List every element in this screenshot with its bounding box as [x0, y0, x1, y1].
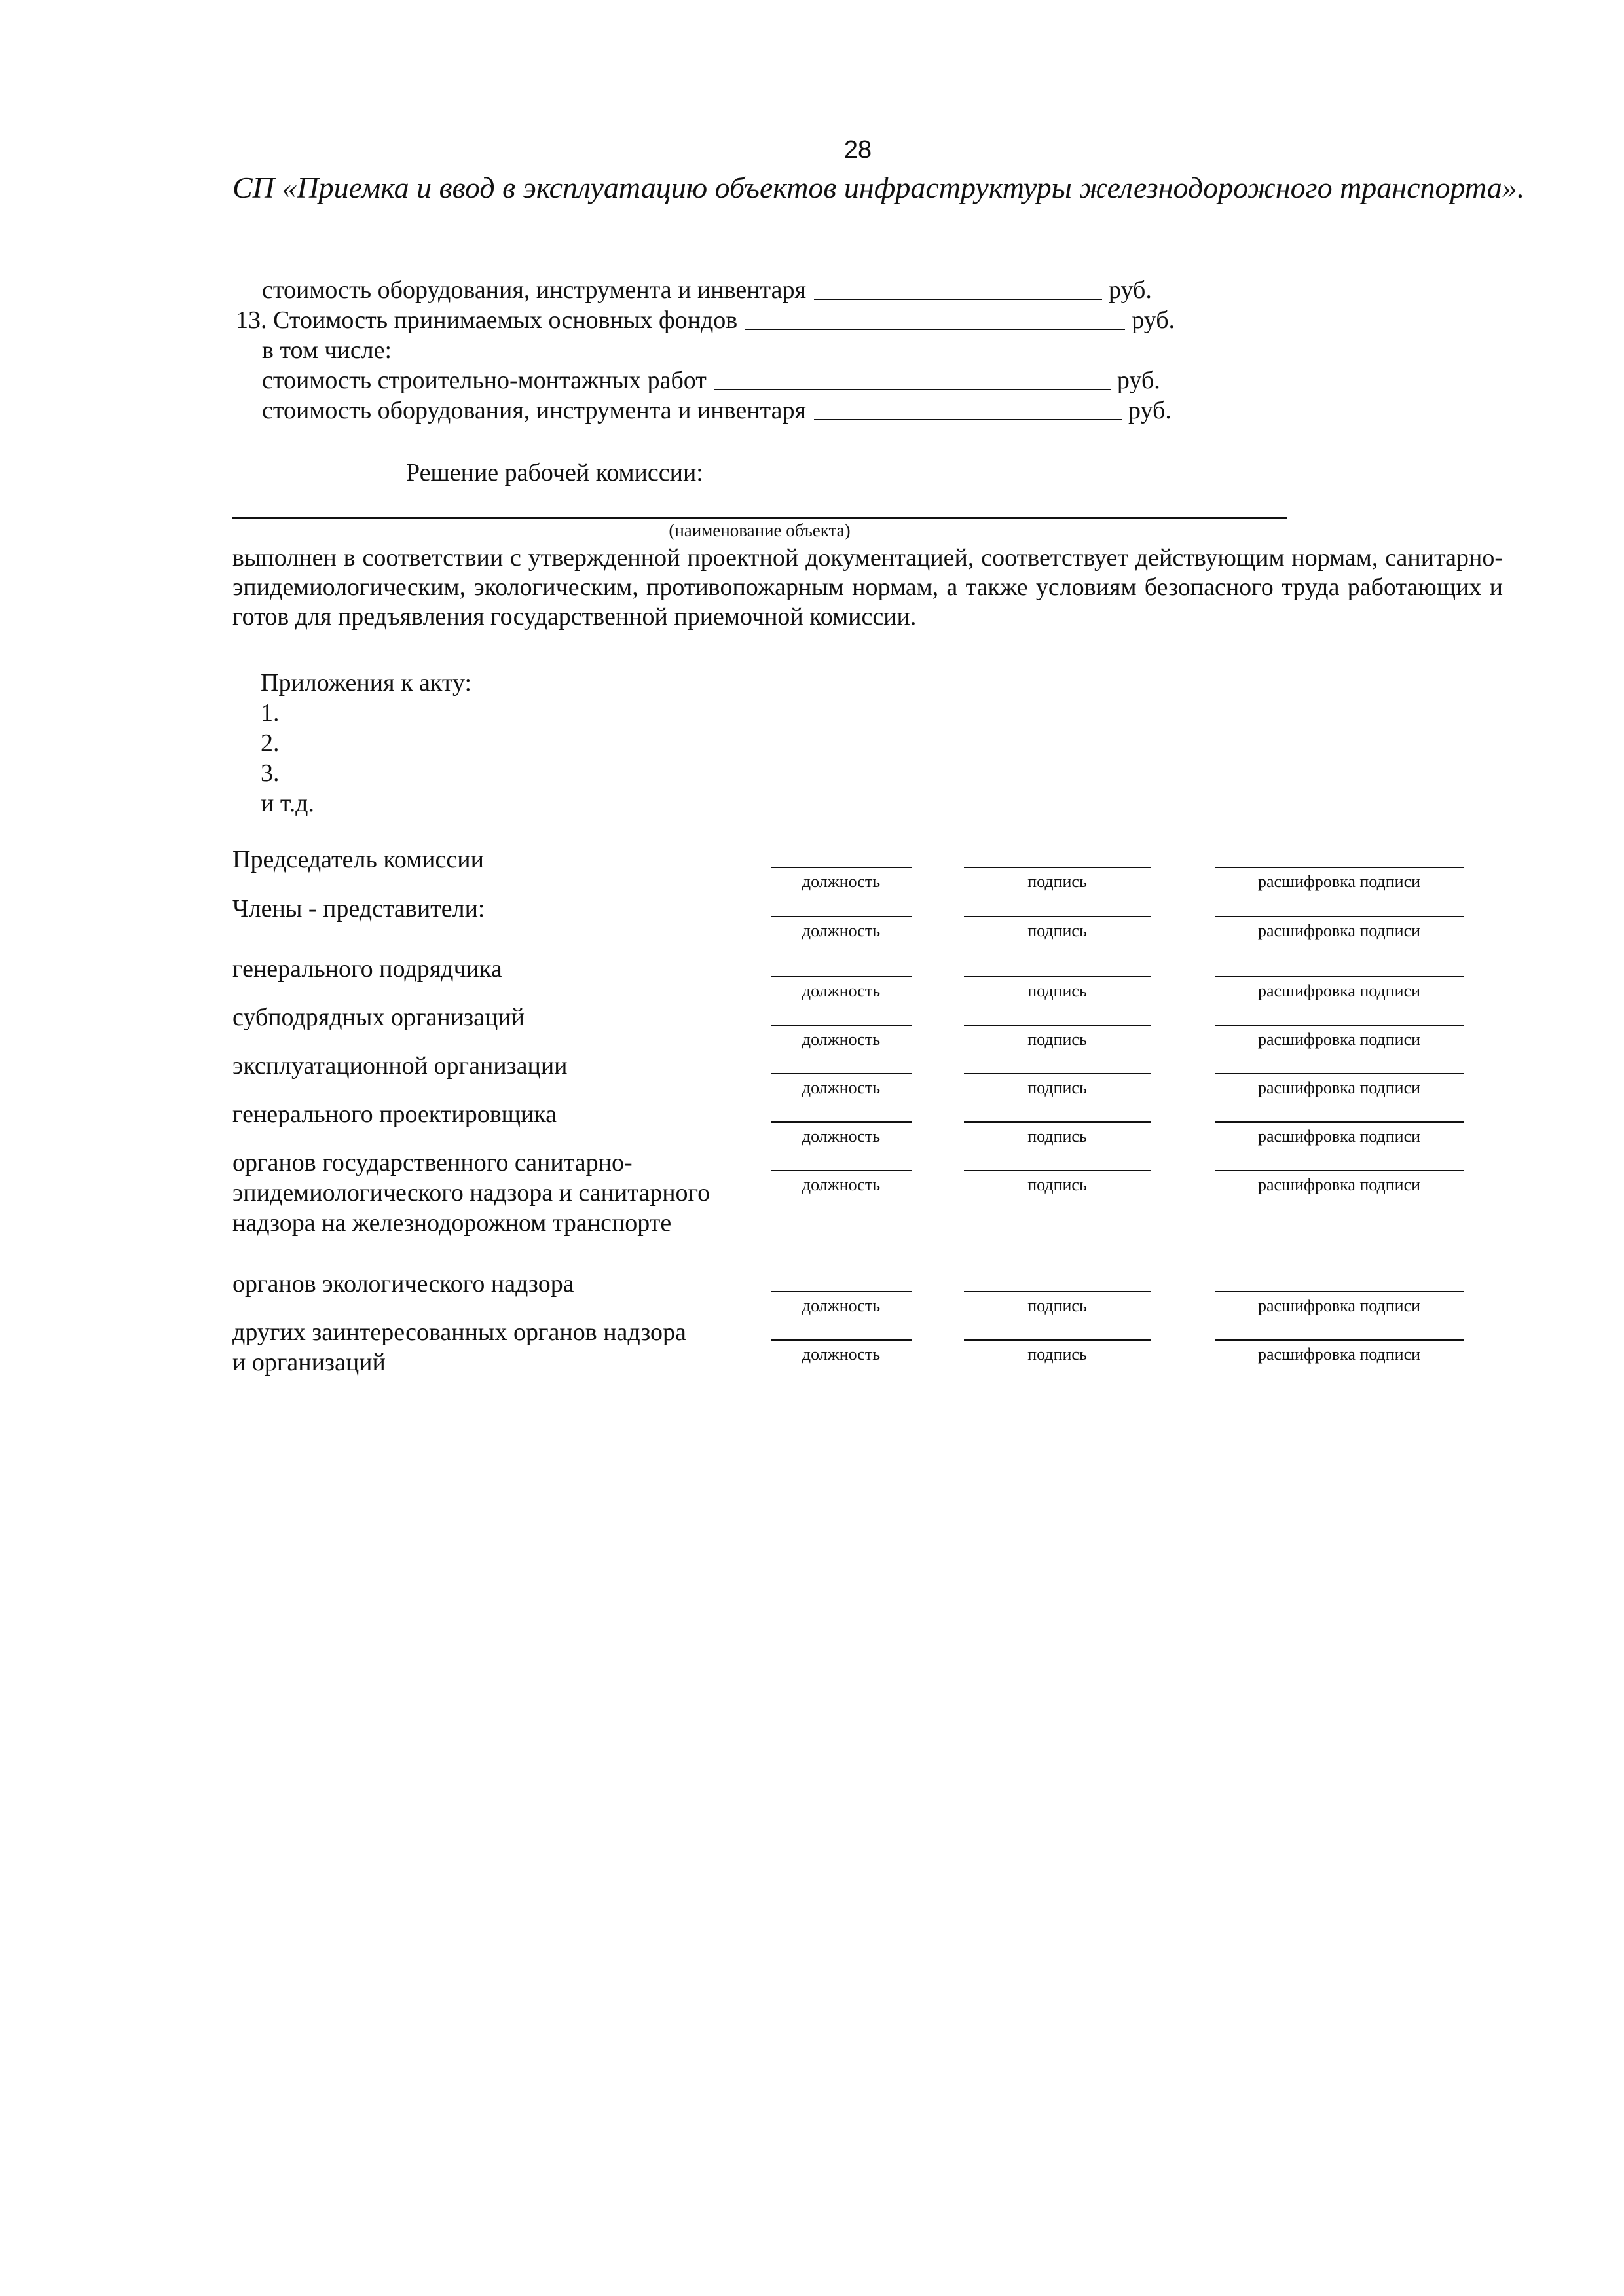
- cost-equipment2-line: [236, 395, 1270, 426]
- position-field[interactable]: [771, 1121, 912, 1146]
- decoding-caption: расшифровка подписи: [1257, 872, 1421, 891]
- attachment-item: 2.: [261, 729, 280, 757]
- position-field[interactable]: [771, 976, 912, 1001]
- signature-caption: подпись: [1027, 1345, 1087, 1364]
- signatory-label: эксплуатационной организации: [232, 1052, 568, 1080]
- decoding-caption: расшифровка подписи: [1257, 981, 1421, 1000]
- signatory-label: органов экологического надзора: [232, 1270, 574, 1298]
- decoding-caption: расшифровка подписи: [1257, 1127, 1421, 1146]
- object-name-blank[interactable]: [232, 517, 1287, 519]
- cost-equipment2-blank[interactable]: [814, 399, 1122, 420]
- position-field[interactable]: [771, 1339, 912, 1364]
- page-number: 28: [843, 136, 872, 164]
- signature-field[interactable]: [964, 1339, 1151, 1364]
- cost-construction-blank[interactable]: [714, 369, 1111, 390]
- decoding-field[interactable]: [1215, 1025, 1464, 1049]
- position-caption: должность: [802, 1127, 881, 1146]
- signature-field[interactable]: [964, 1025, 1151, 1049]
- decision-body: выполнен в соответствии с утвержденной проектной документацией, соответствует действующим нормам, санитарно-эпидемиологическим, экологическим, противопожарным нормам, а также условиям безопасного труда работающих и готов для предъявления государственной приемочной комиссии.: [232, 544, 1503, 630]
- signature-caption: подпись: [1027, 1296, 1087, 1315]
- cost-construction-line: [236, 365, 1270, 395]
- signature-caption: подпись: [1027, 872, 1087, 891]
- decoding-caption: расшифровка подписи: [1257, 1345, 1421, 1364]
- decoding-field[interactable]: [1215, 1073, 1464, 1098]
- attachment-item: 3.: [261, 759, 280, 787]
- signature-caption: подпись: [1027, 1127, 1087, 1146]
- attachment-item: и т.д.: [261, 790, 314, 817]
- signature-caption: подпись: [1027, 1078, 1087, 1097]
- decoding-caption: расшифровка подписи: [1257, 1030, 1421, 1049]
- decoding-field[interactable]: [1215, 1170, 1464, 1195]
- signatory-label: генерального подрядчика: [232, 955, 502, 983]
- signature-caption: подпись: [1027, 1175, 1087, 1194]
- signature-field[interactable]: [964, 1291, 1151, 1316]
- document-header-title: СП «Приемка и ввод в эксплуатацию объектов инфраструктуры железнодорожного транспорта».: [232, 171, 1525, 204]
- cost-block: [236, 275, 1270, 426]
- object-name-caption: (наименование объекта): [669, 520, 851, 540]
- cost-equipment-blank[interactable]: [814, 279, 1102, 300]
- cost-construction-label: стоимость строительно-монтажных работ: [262, 367, 707, 394]
- signature-caption: подпись: [1027, 981, 1087, 1000]
- cost-equipment2-label: стоимость оборудования, инструмента и инвентаря: [262, 397, 806, 424]
- position-field[interactable]: [771, 1025, 912, 1049]
- signatory-label: органов государственного санитарно-эпидемиологического надзора и санитарного надзора на железнодорожном транспорте: [232, 1149, 710, 1237]
- position-field[interactable]: [771, 1291, 912, 1316]
- signature-field[interactable]: [964, 1170, 1151, 1195]
- position-field[interactable]: [771, 916, 912, 941]
- cost-item13-blank[interactable]: [745, 309, 1125, 330]
- position-caption: должность: [802, 921, 881, 940]
- signature-field[interactable]: [964, 1121, 1151, 1146]
- position-field[interactable]: [771, 867, 912, 892]
- position-caption: должность: [802, 1175, 881, 1194]
- cost-item13-line: [236, 305, 1270, 335]
- decision-title: Решение рабочей комиссии:: [406, 459, 703, 486]
- position-field[interactable]: [771, 1073, 912, 1098]
- position-caption: должность: [802, 872, 881, 891]
- decoding-caption: расшифровка подписи: [1257, 1296, 1421, 1315]
- decoding-caption: расшифровка подписи: [1257, 1175, 1421, 1194]
- position-caption: должность: [802, 1345, 881, 1364]
- signatory-label: Члены - представители:: [232, 895, 485, 922]
- attachment-item: 1.: [261, 699, 280, 727]
- cost-including-line: [236, 335, 1270, 365]
- position-caption: должность: [802, 981, 881, 1000]
- signature-caption: подпись: [1027, 1030, 1087, 1049]
- signature-field[interactable]: [964, 1073, 1151, 1098]
- position-caption: должность: [802, 1078, 881, 1097]
- signatory-label: Председатель комиссии: [232, 846, 484, 873]
- cost-equipment-unit: руб.: [1108, 276, 1152, 304]
- decoding-caption: расшифровка подписи: [1257, 921, 1421, 940]
- position-caption: должность: [802, 1030, 881, 1049]
- signatory-label: субподрядных организаций: [232, 1004, 525, 1031]
- decoding-field[interactable]: [1215, 1291, 1464, 1316]
- attachments-list: [261, 668, 471, 818]
- signature-caption: подпись: [1027, 921, 1087, 940]
- cost-equipment-label: стоимость оборудования, инструмента и инвентаря: [262, 276, 806, 304]
- cost-item13-unit: руб.: [1132, 306, 1175, 334]
- cost-equipment-line: [236, 275, 1270, 305]
- decoding-field[interactable]: [1215, 976, 1464, 1001]
- signatory-label: других заинтересованных органов надзора и организаций: [232, 1319, 686, 1376]
- signature-field[interactable]: [964, 916, 1151, 941]
- cost-equipment2-unit: руб.: [1128, 397, 1172, 424]
- cost-including-label: в том числе:: [262, 337, 392, 364]
- attachments-title: Приложения к акту:: [261, 669, 472, 697]
- signature-field[interactable]: [964, 867, 1151, 892]
- signature-field[interactable]: [964, 976, 1151, 1001]
- position-caption: должность: [802, 1296, 881, 1315]
- position-field[interactable]: [771, 1170, 912, 1195]
- cost-construction-unit: руб.: [1116, 367, 1160, 394]
- decoding-field[interactable]: [1215, 1339, 1464, 1364]
- decoding-field[interactable]: [1215, 1121, 1464, 1146]
- decoding-field[interactable]: [1215, 867, 1464, 892]
- signatory-label: генерального проектировщика: [232, 1101, 557, 1128]
- decoding-field[interactable]: [1215, 916, 1464, 941]
- decoding-caption: расшифровка подписи: [1257, 1078, 1421, 1097]
- cost-item13-label: 13. Стоимость принимаемых основных фондов: [236, 306, 738, 334]
